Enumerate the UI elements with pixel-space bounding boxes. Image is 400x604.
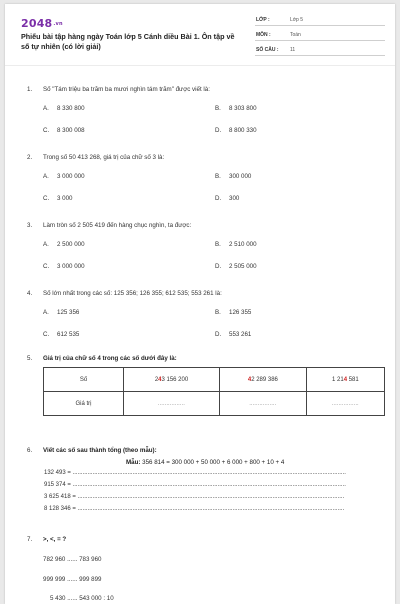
option-letter: B. <box>215 105 221 112</box>
option-a[interactable] <box>43 309 79 316</box>
question-text: Trong số 50 413 268, giá trị của chữ số 3 là: <box>43 154 165 161</box>
site-logo[interactable] <box>21 17 63 30</box>
option-value: 2 505 000 <box>229 263 257 270</box>
answer-blank[interactable] <box>220 392 307 416</box>
option-letter: A. <box>43 105 49 112</box>
fill-line[interactable]: 3 625 418 = ................................................................................................................................................................ <box>44 494 345 500</box>
blank-dots: ................ <box>158 400 186 407</box>
option-a[interactable] <box>43 105 85 112</box>
option-value: 2 500 000 <box>57 241 85 248</box>
table-cell <box>220 368 307 392</box>
meta-value: 11 <box>290 47 296 53</box>
option-value: 8 300 008 <box>57 127 85 134</box>
blank-dots: ................ <box>249 400 277 407</box>
logo-text: 2048 <box>21 17 53 30</box>
question-number: 5. <box>27 355 33 362</box>
table-header-cell: Giá trị <box>44 392 124 416</box>
option-a[interactable] <box>43 241 85 248</box>
question-number: 4. <box>27 290 33 297</box>
highlighted-digit: 4 <box>343 376 348 383</box>
table-cell <box>306 368 384 392</box>
option-value: 3 000 000 <box>57 173 85 180</box>
table-cell <box>124 368 220 392</box>
option-value: 3 000 000 <box>57 263 85 270</box>
option-value: 126 355 <box>229 309 252 316</box>
option-letter: C. <box>43 127 50 134</box>
option-a[interactable] <box>43 173 85 180</box>
table-row <box>44 368 385 392</box>
number-part: 3 156 200 <box>161 376 189 383</box>
meta-key: SỐ CÂU : <box>256 47 279 53</box>
number-part: 581 <box>347 376 359 383</box>
option-letter: A. <box>43 241 49 248</box>
option-value: 2 510 000 <box>229 241 257 248</box>
question-text: Làm tròn số 2 505 419 đến hàng chục nghìn, ta được: <box>43 222 192 229</box>
option-letter: B. <box>215 309 221 316</box>
sample-label: Mẫu: <box>126 459 141 466</box>
option-letter: B. <box>215 241 221 248</box>
meta-key: MÔN : <box>256 32 271 38</box>
comparison-line[interactable]: 5 430 ...... 543 000 : 10 <box>50 595 114 602</box>
blank-dots: ................ <box>331 400 359 407</box>
option-b[interactable] <box>215 241 257 248</box>
option-d[interactable] <box>215 263 257 270</box>
highlighted-digit: 4 <box>247 376 252 383</box>
question-text: Giá trị của chữ số 4 trong các số dưới đây là: <box>43 355 177 362</box>
option-value: 553 261 <box>229 331 252 338</box>
question-text: Số lớn nhất trong các số: 125 356; 126 355; 612 535; 553 261 là: <box>43 290 222 297</box>
page-title: Phiếu bài tập hàng ngày Toán lớp 5 Cánh diều Bài 1. Ôn tập về số tự nhiên (có lời giải) <box>21 32 235 51</box>
question-number: 1. <box>27 86 33 93</box>
question-text: Số "Tám triệu ba trăm ba mươi nghìn tám trăm" được viết là: <box>43 86 210 93</box>
option-value: 612 535 <box>57 331 80 338</box>
meta-value: Lớp 5 <box>290 17 304 23</box>
option-letter: D. <box>215 263 222 270</box>
highlighted-digit: 4 <box>158 376 162 383</box>
table-row <box>44 392 385 416</box>
question-number: 7. <box>27 536 33 543</box>
option-value: 3 000 <box>57 195 73 202</box>
option-letter: D. <box>215 195 222 202</box>
option-value: 8 303 800 <box>229 105 257 112</box>
option-value: 300 <box>229 195 240 202</box>
answer-blank[interactable] <box>124 392 220 416</box>
worksheet-header <box>5 4 395 66</box>
meta-subject-row <box>255 29 385 41</box>
option-b[interactable] <box>215 173 251 180</box>
meta-value: Toán <box>290 32 301 38</box>
option-value: 8 800 330 <box>229 127 257 134</box>
option-d[interactable] <box>215 331 251 338</box>
sample-text: 356 814 = 300 000 + 50 000 + 6 000 + 800 + 10 + 4 <box>142 459 285 466</box>
option-b[interactable] <box>215 105 257 112</box>
option-letter: C. <box>43 331 50 338</box>
option-d[interactable] <box>215 127 257 134</box>
comparison-line[interactable]: 782 960 ...... 783 960 <box>43 556 102 563</box>
option-letter: C. <box>43 195 50 202</box>
option-value: 300 000 <box>229 173 252 180</box>
question-number: 6. <box>27 447 33 454</box>
number-part: 2 289 386 <box>251 376 278 383</box>
fill-line[interactable]: 8 128 346 = ................................................................................................................................................................ <box>44 506 345 512</box>
question-number: 3. <box>27 222 33 229</box>
option-letter: D. <box>215 127 222 134</box>
option-c[interactable] <box>43 331 79 338</box>
option-letter: A. <box>43 173 49 180</box>
meta-key: LỚP : <box>256 17 270 23</box>
fill-line[interactable]: 132 493 = .................................................................................................................................................................... <box>44 470 346 476</box>
option-b[interactable] <box>215 309 251 316</box>
question-text: >, <, = ? <box>43 536 67 543</box>
question-number: 2. <box>27 154 33 161</box>
option-value: 125 356 <box>57 309 80 316</box>
option-c[interactable] <box>43 195 72 202</box>
answer-blank[interactable] <box>306 392 384 416</box>
sample-expansion <box>126 459 284 466</box>
meta-count-row <box>255 44 385 56</box>
option-d[interactable] <box>215 195 239 202</box>
table-header-cell: Số <box>44 368 124 392</box>
question-text: Viết các số sau thành tổng (theo mẫu): <box>43 447 157 454</box>
worksheet-page <box>5 4 395 604</box>
number-part: 1 21 <box>332 376 344 383</box>
meta-class-row <box>255 14 385 26</box>
option-value: 8 330 800 <box>57 105 85 112</box>
logo-suffix: .vn <box>53 21 63 27</box>
option-letter: D. <box>215 331 222 338</box>
comparison-line[interactable]: 999 999 ...... 999 899 <box>43 576 102 583</box>
fill-line[interactable]: 915 374 = .................................................................................................................................................................... <box>44 482 346 488</box>
digit-value-table <box>43 367 385 416</box>
option-c[interactable] <box>43 263 85 270</box>
option-c[interactable] <box>43 127 85 134</box>
number-part: 2 <box>154 376 159 383</box>
option-letter: A. <box>43 309 49 316</box>
option-letter: C. <box>43 263 50 270</box>
option-letter: B. <box>215 173 221 180</box>
